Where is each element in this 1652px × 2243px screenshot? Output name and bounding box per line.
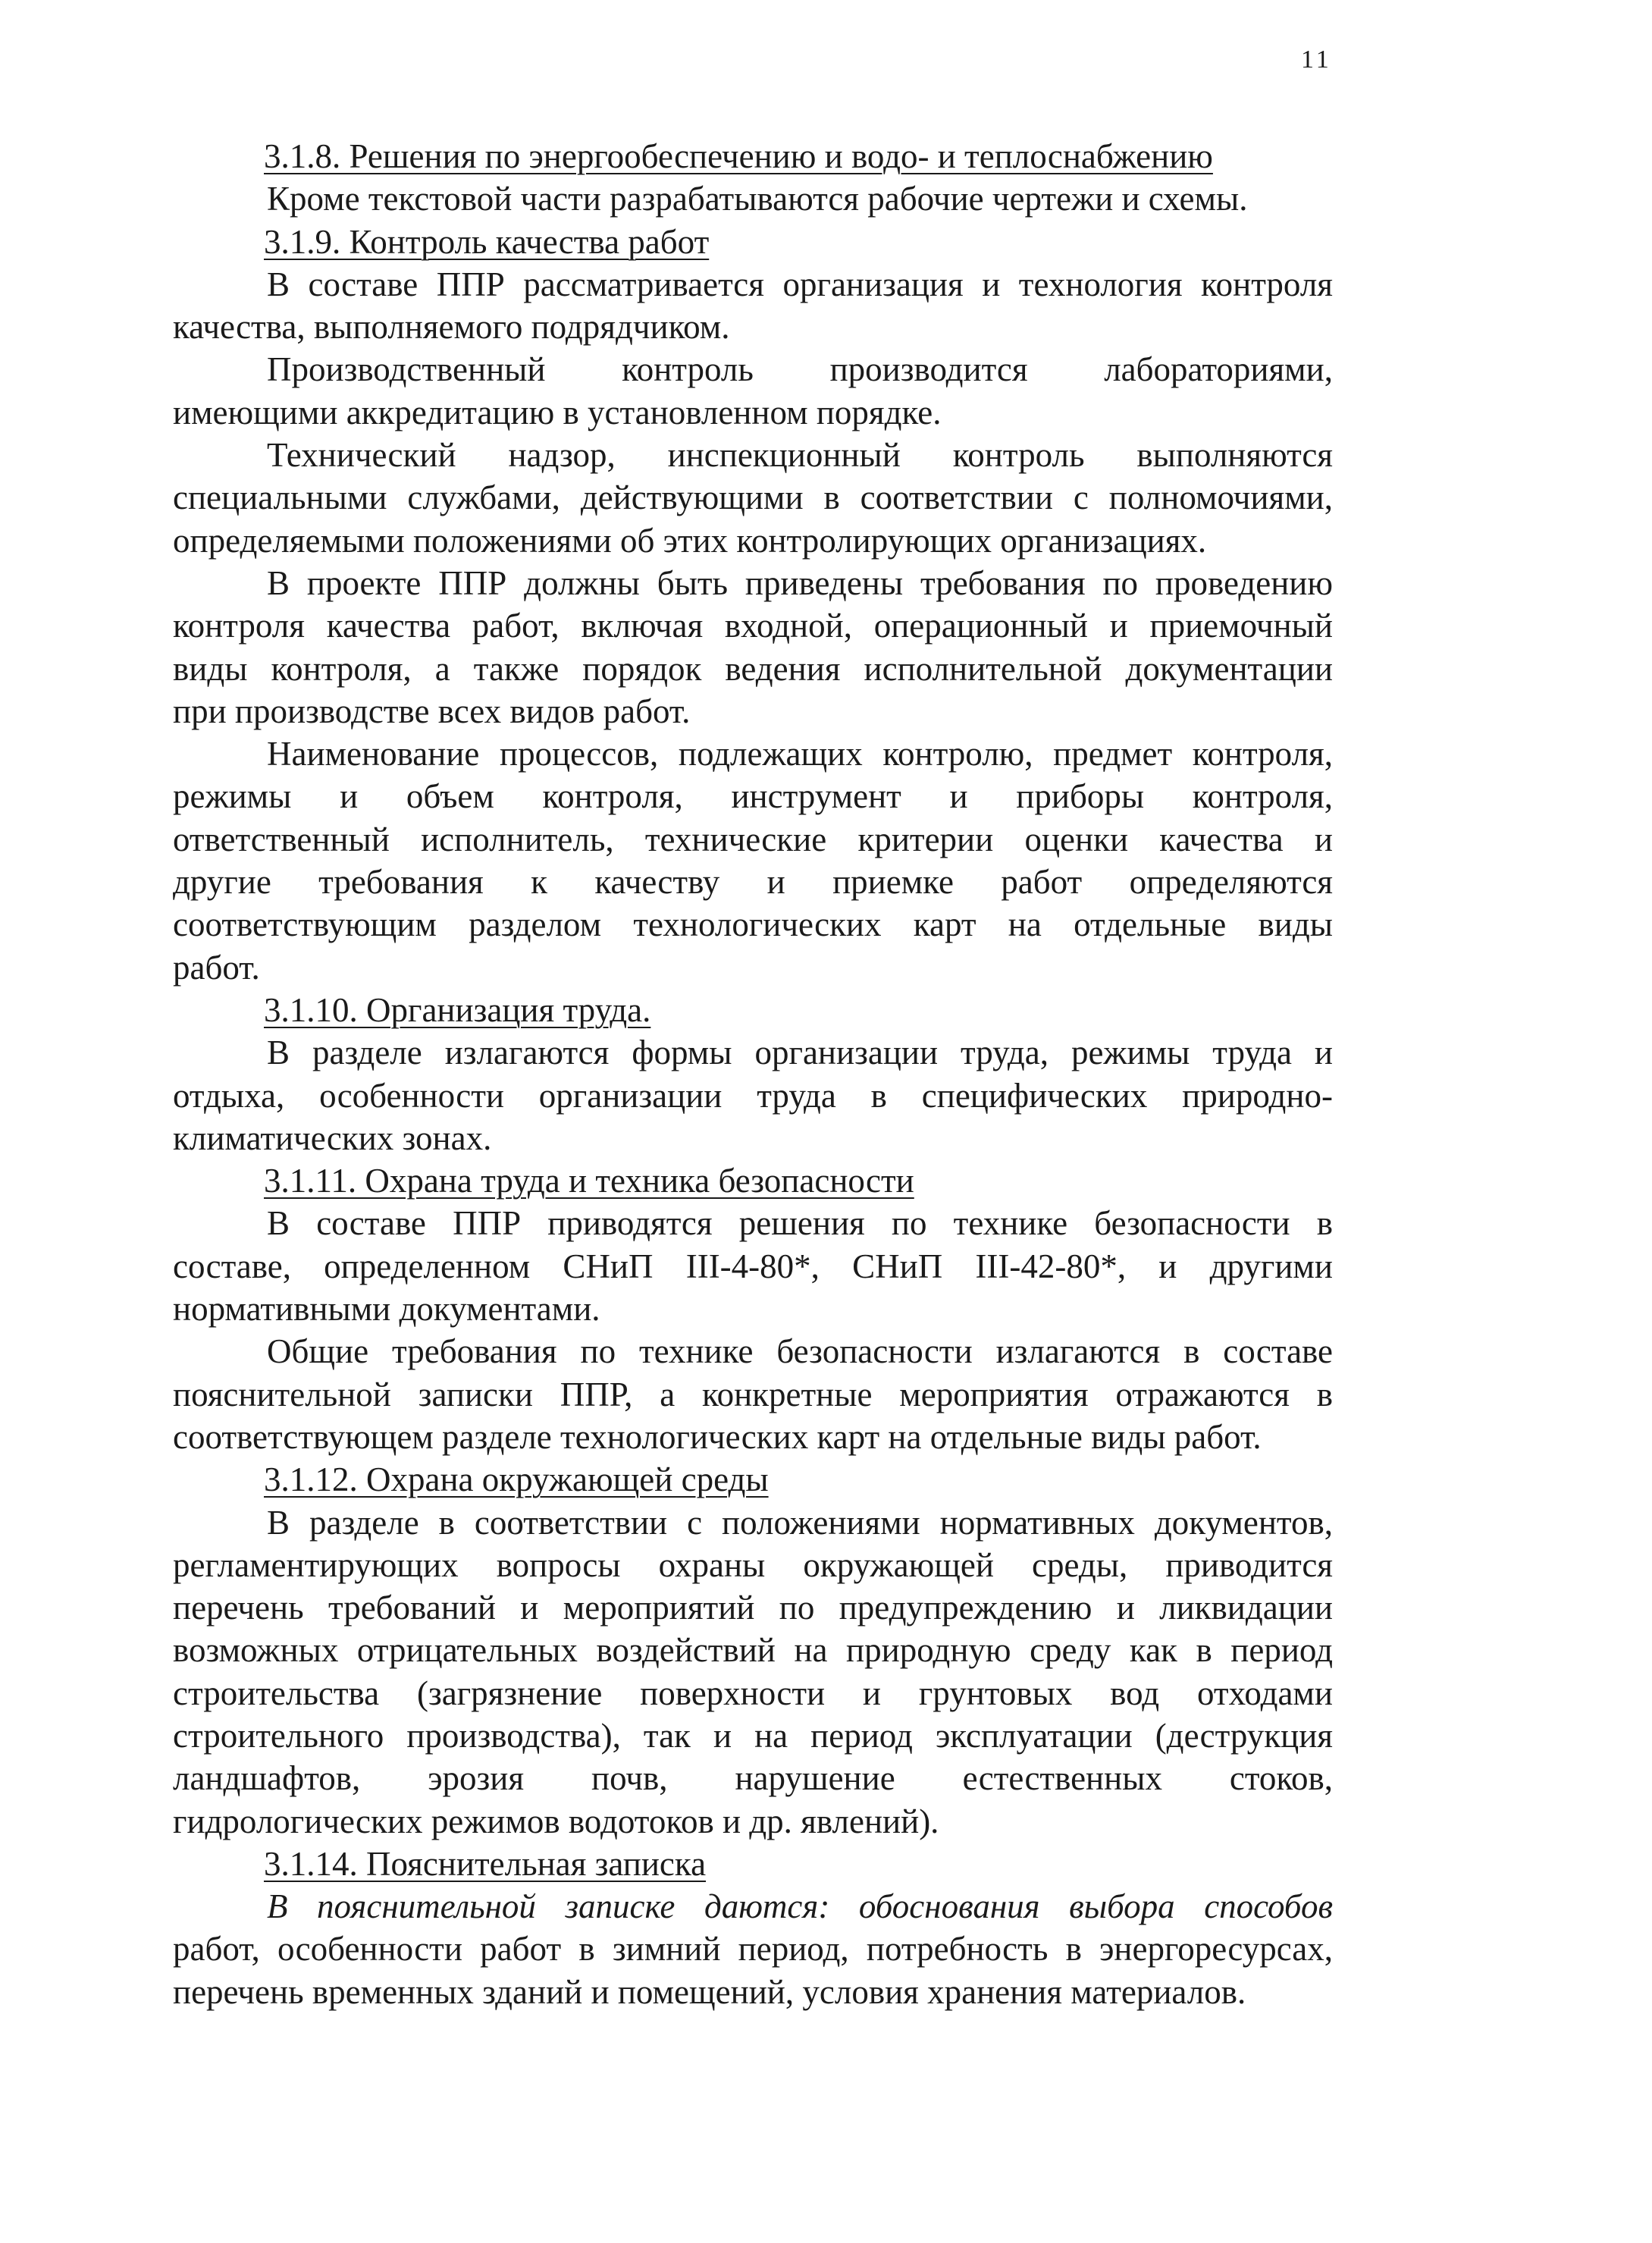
section-heading-3-1-11: 3.1.11. Охрана труда и техника безопасности bbox=[264, 1162, 914, 1200]
paragraph-line: В разделе в соответствии с положениями нормативных документов, bbox=[267, 1503, 1333, 1542]
paragraph-line: нормативными документами. bbox=[173, 1290, 600, 1329]
paragraph-line: специальными службами, действующими в соответствии с полномочиями, bbox=[173, 478, 1333, 517]
paragraph-line: отдыха, особенности организации труда в специфических природно- bbox=[173, 1076, 1333, 1115]
paragraph-line: составе, определенном СНиП III-4-80*, СНиП III-42-80*, и другими bbox=[173, 1247, 1333, 1285]
paragraph-line: качества, выполняемого подрядчиком. bbox=[173, 308, 730, 347]
paragraph-line: В пояснительной записке даются: обоснования выбора способов bbox=[267, 1887, 1333, 1926]
paragraph-line: режимы и объем контроля, инструмент и приборы контроля, bbox=[173, 777, 1333, 816]
paragraph-line: пояснительной записки ППР, а конкретные мероприятия отражаются в bbox=[173, 1375, 1333, 1413]
paragraph-line: регламентирующих вопросы охраны окружающей среды, приводится bbox=[173, 1545, 1333, 1584]
paragraph-line: другие требования к качеству и приемке работ определяются bbox=[173, 863, 1333, 902]
paragraph-line: определяемыми положениями об этих контролирующих организациях. bbox=[173, 521, 1207, 560]
paragraph-line: В разделе излагаются формы организации труда, режимы труда и bbox=[267, 1034, 1333, 1072]
paragraph-line: соответствующим разделом технологических карт на отдельные виды bbox=[173, 905, 1333, 944]
paragraph-line: Общие требования по технике безопасности излагаются в составе bbox=[267, 1332, 1333, 1371]
paragraph-line: климатических зонах. bbox=[173, 1118, 492, 1157]
paragraph-line: гидрологических режимов водотоков и др. явлений). bbox=[173, 1802, 939, 1840]
paragraph-line: Наименование процессов, подлежащих контролю, предмет контроля, bbox=[267, 735, 1333, 773]
paragraph-line: В проекте ППР должны быть приведены требования по проведению bbox=[267, 563, 1333, 602]
section-heading-3-1-14: 3.1.14. Пояснительная записка bbox=[264, 1844, 707, 1883]
paragraph-line: ландшафтов, эрозия почв, нарушение естественных стоков, bbox=[173, 1759, 1333, 1798]
section-heading-3-1-9: 3.1.9. Контроль качества работ bbox=[264, 222, 710, 261]
section-heading-3-1-12: 3.1.12. Охрана окружающей среды bbox=[264, 1460, 769, 1499]
paragraph-line: при производстве всех видов работ. bbox=[173, 692, 691, 730]
paragraph-line: контроля качества работ, включая входной, операционный и приемочный bbox=[173, 607, 1333, 645]
paragraph-line: Производственный контроль производится лабораториями, bbox=[267, 350, 1333, 389]
page-number: 11 bbox=[1301, 45, 1332, 74]
paragraph-line: Кроме текстовой части разрабатываются рабочие чертежи и схемы. bbox=[267, 180, 1248, 218]
paragraph-line: перечень временных зданий и помещений, условия хранения материалов. bbox=[173, 1972, 1246, 2011]
paragraph-line: ответственный исполнитель, технические критерии оценки качества и bbox=[173, 820, 1333, 858]
paragraph-line: В составе ППР рассматривается организация и технология контроля bbox=[267, 265, 1333, 303]
paragraph-line: перечень требований и мероприятий по предупреждению и ликвидации bbox=[173, 1589, 1333, 1627]
paragraph-line: виды контроля, а также порядок ведения исполнительной документации bbox=[173, 649, 1333, 688]
section-heading-3-1-10: 3.1.10. Организация труда. bbox=[264, 990, 651, 1029]
paragraph-line: Технический надзор, инспекционный контроль выполняются bbox=[267, 436, 1333, 475]
paragraph-line: строительства (загрязнение поверхности и грунтовых вод отходами bbox=[173, 1674, 1333, 1712]
paragraph-line: строительного производства), так и на период эксплуатации (деструкция bbox=[173, 1716, 1333, 1755]
paragraph-line: соответствующем разделе технологических карт на отдельные виды работ. bbox=[173, 1417, 1262, 1456]
paragraph-line: работ, особенности работ в зимний период, потребность в энергоресурсах, bbox=[173, 1930, 1333, 1969]
section-heading-3-1-8: 3.1.8. Решения по энергообеспечению и водо- и теплоснабжению bbox=[264, 137, 1213, 175]
paragraph-line: имеющими аккредитацию в установленном порядке. bbox=[173, 393, 942, 431]
document-body bbox=[173, 135, 1333, 2013]
paragraph-line: В составе ППР приводятся решения по технике безопасности в bbox=[267, 1204, 1333, 1243]
paragraph-line: работ. bbox=[173, 948, 260, 987]
paragraph-line: возможных отрицательных воздействий на природную среду как в период bbox=[173, 1631, 1333, 1670]
